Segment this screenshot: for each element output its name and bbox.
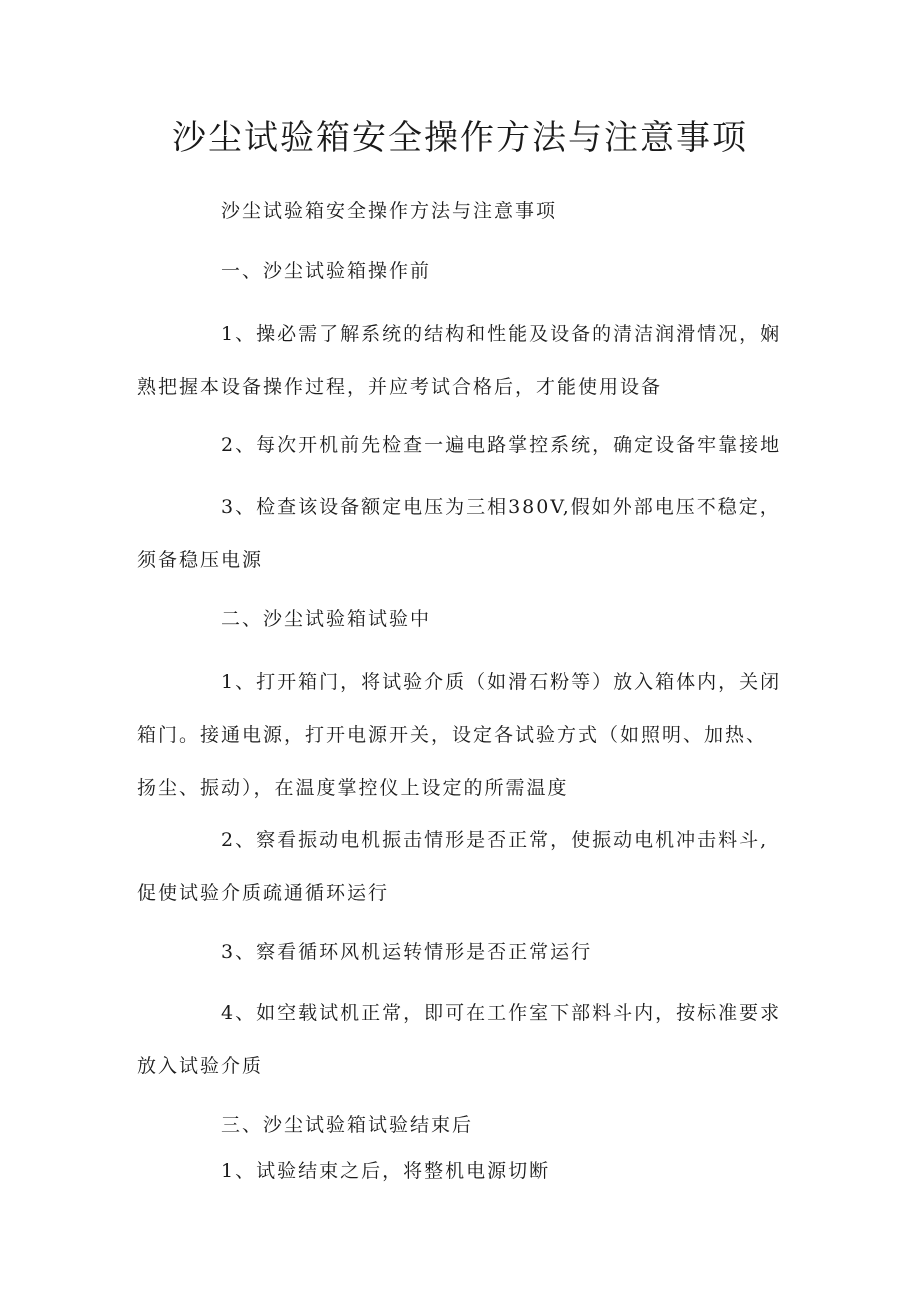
section-1-item-2: 2、每次开机前先检查一遍电路掌控系统，确定设备牢靠接地 (221, 434, 782, 456)
section-heading-2: 二、沙尘试验箱试验中 (221, 608, 432, 630)
section-1-item-1: 1、操必需了解系统的结构和性能及设备的清洁润滑情况，娴熟把握本设备操作过程，并应考试合格后，才能使用设备 (137, 323, 782, 398)
section-2-item-4: 4、如空载试机正常，即可在工作室下部料斗内，按标准要求放入试验介质 (137, 1002, 782, 1077)
section-heading-1: 一、沙尘试验箱操作前 (221, 260, 432, 282)
section-2-item-2: 2、察看振动电机振击情形是否正常，使振动电机冲击料斗,促使试验介质疏通循环运行 (137, 829, 769, 904)
section-2-item-1: 1、打开箱门，将试验介质（如滑石粉等）放入箱体内，关闭箱门。接通电源，打开电源开关，设定各试验方式（如照明、加热、扬尘、振动），在温度掌控仪上设定的所需温度 (137, 671, 782, 799)
section-2-item-3: 3、察看循环风机运转情形是否正常运行 (221, 941, 593, 963)
document-subtitle: 沙尘试验箱安全操作方法与注意事项 (221, 200, 558, 222)
section-heading-3: 三、沙尘试验箱试验结束后 (221, 1114, 474, 1136)
document-title: 沙尘试验箱安全操作方法与注意事项 (172, 118, 748, 158)
section-1-item-3: 3、检查该设备额定电压为三相380V,假如外部电压不稳定，须备稳压电源 (137, 496, 781, 571)
section-3-item-1: 1、试验结束之后，将整机电源切断 (221, 1160, 551, 1182)
